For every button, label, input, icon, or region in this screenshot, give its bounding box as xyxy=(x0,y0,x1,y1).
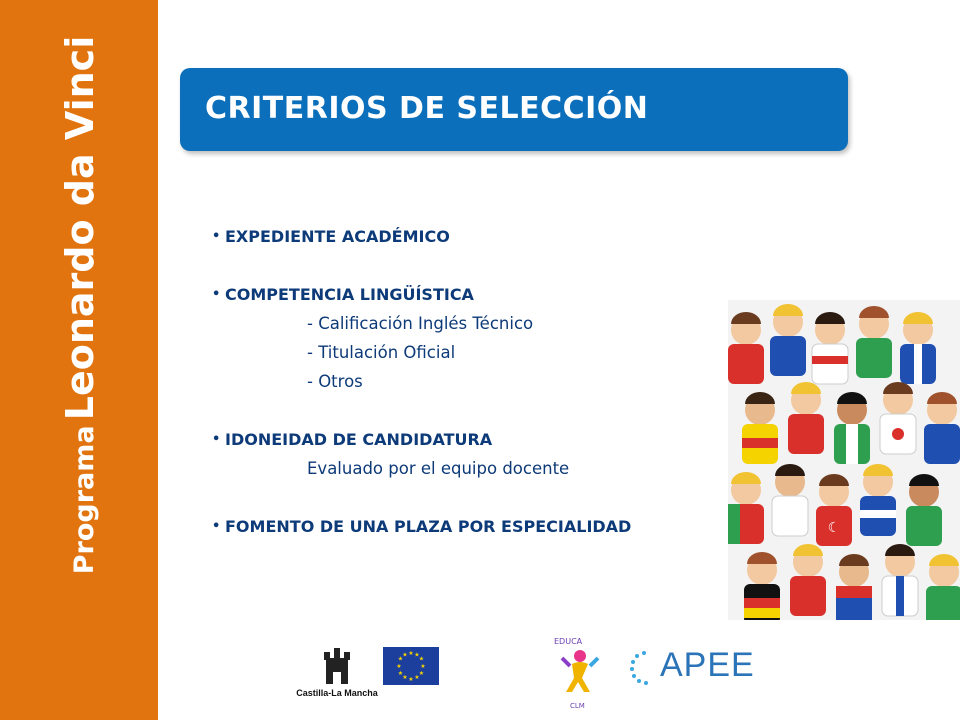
svg-text:★: ★ xyxy=(402,651,408,659)
apee-wordmark: APEE xyxy=(660,646,755,684)
svg-text:★: ★ xyxy=(414,651,420,659)
criterion-subitem: - Titulación Oficial xyxy=(307,343,456,362)
criterion-subitem: Evaluado por el equipo docente xyxy=(307,459,570,478)
castle-icon xyxy=(296,642,378,688)
criterion-one-place-per-specialty: • FOMENTO DE UNA PLAZA POR ESPECIALIDAD xyxy=(212,512,732,541)
criterion-academic-record: • EXPEDIENTE ACADÉMICO xyxy=(212,222,732,251)
slide-title: CRITERIOS DE SELECCIÓN xyxy=(205,91,649,126)
crowd-image xyxy=(728,300,960,620)
program-prefix: Programa xyxy=(69,425,100,575)
apee-dots-icon xyxy=(628,646,658,686)
eu-stars-icon xyxy=(383,647,439,685)
svg-text:★: ★ xyxy=(397,670,404,677)
svg-text:☾: ☾ xyxy=(827,520,841,536)
apee-logo xyxy=(628,646,768,686)
criterion-subitem: - Otros xyxy=(307,372,363,391)
sidebar-band xyxy=(0,0,158,720)
educa-letters: EDUCA xyxy=(554,637,583,646)
svg-text:★: ★ xyxy=(414,674,420,681)
educa-figure-icon xyxy=(540,630,610,710)
criteria-list xyxy=(212,222,732,541)
eu-flag-logo xyxy=(383,647,439,685)
svg-text:★: ★ xyxy=(402,674,408,681)
svg-text:★: ★ xyxy=(396,663,402,670)
educa-clm-logo xyxy=(540,630,610,710)
program-name: Leonardo da Vinci xyxy=(58,35,102,421)
svg-text:★: ★ xyxy=(418,670,425,677)
svg-text:★: ★ xyxy=(408,676,414,683)
title-banner xyxy=(180,68,848,151)
educa-suffix: CLM xyxy=(570,702,585,710)
footer-logos xyxy=(0,628,960,720)
crowd-illustration xyxy=(728,300,960,620)
svg-text:★: ★ xyxy=(397,655,404,663)
criterion-language-competence: • COMPETENCIA LINGÜÍSTICA xyxy=(212,280,732,309)
program-vertical-title xyxy=(58,36,102,574)
criterion-candidacy-suitability: • IDONEIDAD DE CANDIDATURA xyxy=(212,425,732,454)
svg-text:★: ★ xyxy=(418,655,425,663)
criterion-subitem: - Calificación Inglés Técnico xyxy=(307,314,534,333)
clm-label: Castilla-La Mancha xyxy=(296,688,378,698)
castilla-la-mancha-logo xyxy=(296,642,378,702)
svg-text:★: ★ xyxy=(420,663,426,670)
svg-text:★: ★ xyxy=(408,650,414,657)
